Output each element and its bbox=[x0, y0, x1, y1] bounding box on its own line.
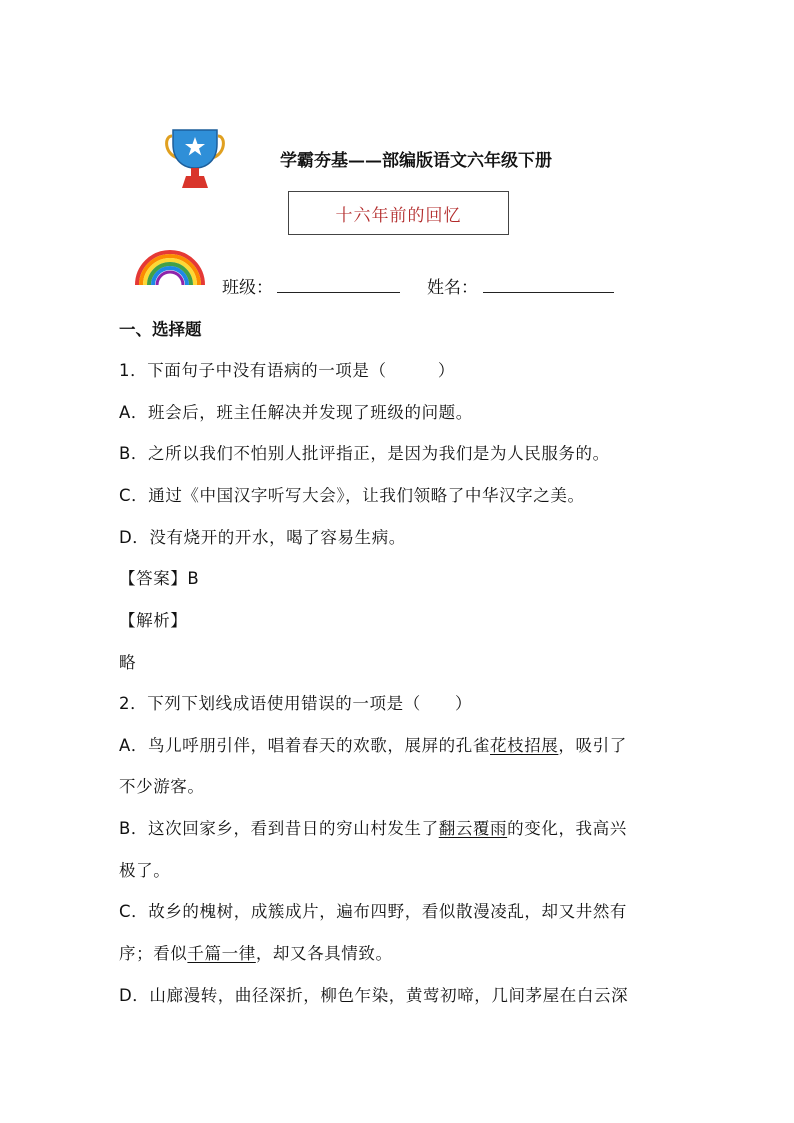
question-2-option-a-cont: 不少游客。 bbox=[119, 777, 205, 796]
topic-box bbox=[288, 191, 509, 235]
question-2-option-b bbox=[119, 815, 627, 839]
option-b-idiom: 翻云覆雨 bbox=[438, 819, 508, 838]
question-1-stem: 1．下面句子中没有语病的一项是（ ） bbox=[119, 361, 455, 380]
name-label: 姓名： bbox=[427, 278, 478, 298]
question-2-stem: 2．下列下划线成语使用错误的一项是（ ） bbox=[119, 694, 473, 713]
option-b-text-before: B．这次回家乡，看到昔日的穷山村发生了 bbox=[119, 819, 439, 838]
section-heading: 一、选择题 bbox=[119, 320, 202, 339]
question-2-option-a bbox=[119, 732, 627, 756]
question-2-option-c-cont bbox=[119, 940, 393, 964]
class-label: 班级： bbox=[222, 278, 273, 298]
name-input[interactable] bbox=[483, 292, 614, 293]
question-1-analysis-label: 【解析】 bbox=[119, 611, 188, 630]
question-1-analysis: 略 bbox=[119, 653, 137, 672]
trophy-icon bbox=[164, 126, 226, 190]
document-title: 学霸夯基——部编版语文六年级下册 bbox=[280, 151, 552, 171]
option-c-text-after: ，却又各具情致。 bbox=[255, 944, 393, 963]
question-1-option-c: C．通过《中国汉字听写大会》，让我们领略了中华汉字之美。 bbox=[119, 486, 585, 505]
question-1-answer: 【答案】B bbox=[119, 569, 200, 588]
class-input[interactable] bbox=[277, 292, 400, 293]
question-1-option-b: B．之所以我们不怕别人批评指正，是因为我们是为人民服务的。 bbox=[119, 444, 610, 463]
option-c-text-before: 序；看似 bbox=[119, 944, 188, 963]
question-2-option-c: C．故乡的槐树，成簇成片，遍布四野，看似散漫凌乱，却又井然有 bbox=[119, 902, 628, 921]
option-a-idiom: 花枝招展 bbox=[490, 736, 559, 755]
question-2-option-d: D．山廊漫转，曲径深折，柳色乍染，黄莺初啼，几间茅屋在白云深 bbox=[119, 986, 629, 1005]
rainbow-icon bbox=[133, 245, 207, 287]
option-a-text-after: ，吸引了 bbox=[558, 736, 627, 755]
question-1-option-d: D．没有烧开的开水，喝了容易生病。 bbox=[119, 528, 406, 547]
question-1-option-a: A．班会后，班主任解决并发现了班级的问题。 bbox=[119, 403, 473, 422]
option-b-text-after: 的变化，我高兴 bbox=[507, 819, 627, 838]
option-c-idiom: 千篇一律 bbox=[187, 944, 256, 963]
topic-title: 十六年前的回忆 bbox=[335, 205, 462, 226]
question-2-option-b-cont: 极了。 bbox=[119, 861, 171, 880]
option-a-text-before: A．鸟儿呼朋引伴，唱着春天的欢歌，展屏的孔雀 bbox=[119, 736, 490, 755]
